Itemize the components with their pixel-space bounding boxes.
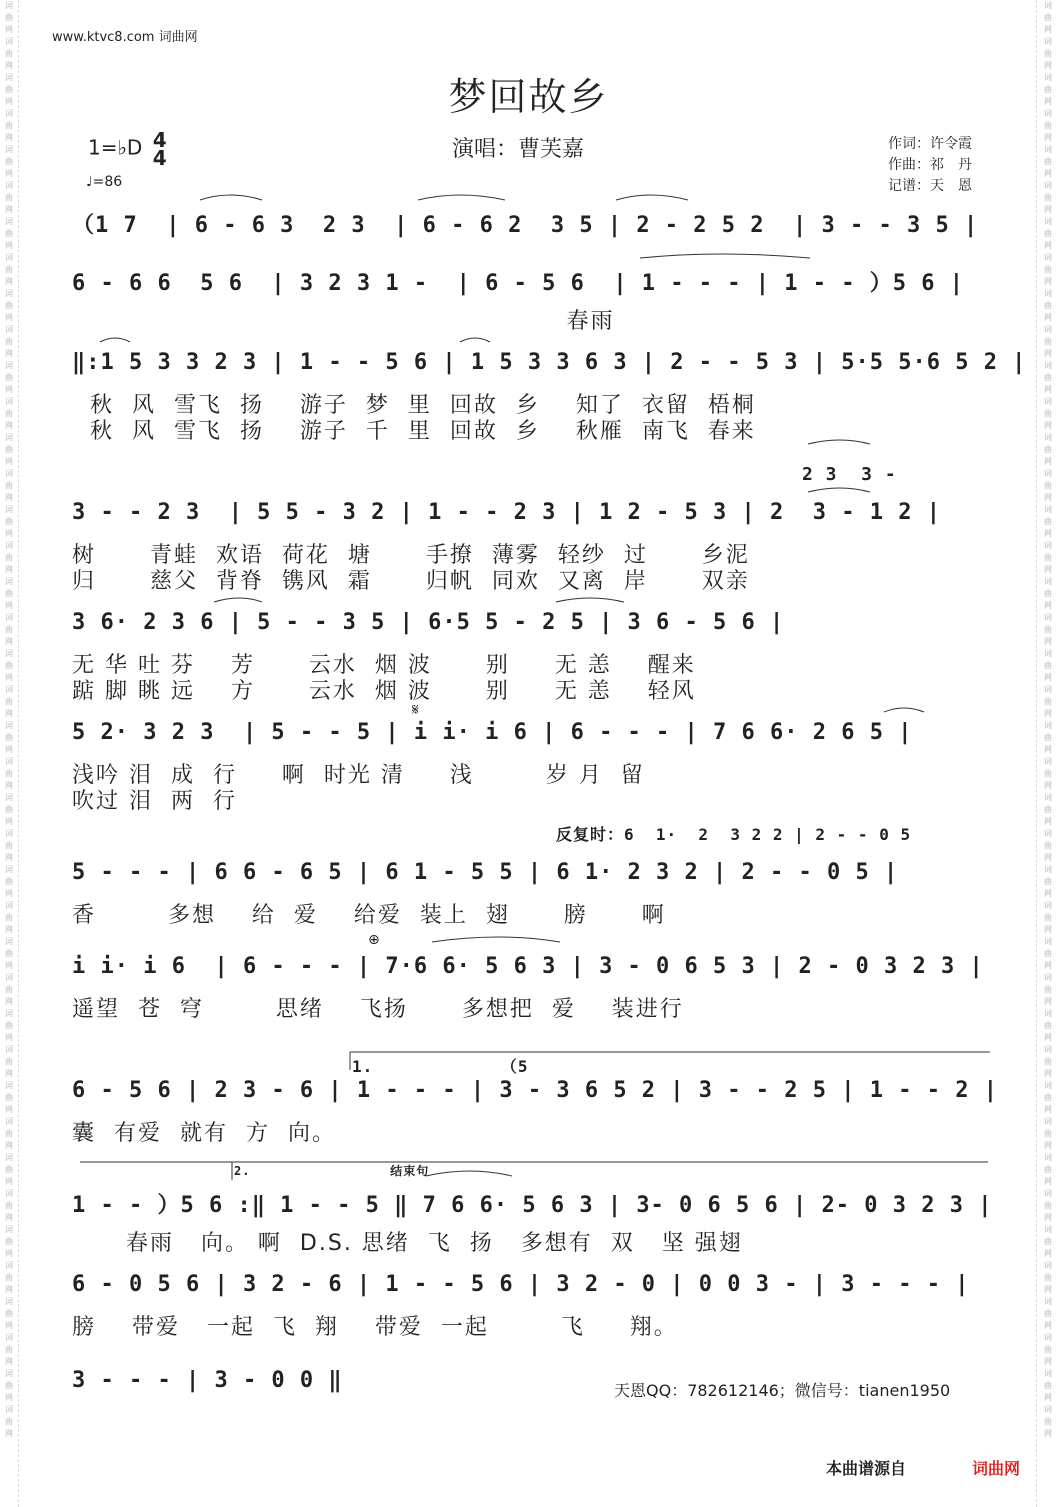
score-row-4: 3 - - 2 3 | 5 5 - 3 2 | 1 - - 2 3 | 1 2 - 5 3 | 2 3 - 1 2 | <box>72 500 941 525</box>
lyric-row-5b: 踮 脚 眺 远 方 云水 烟 波 别 无 恙 轻风 <box>72 679 696 704</box>
score-row-9: 6 - 5 6 | 2 3 - 6 | 1 - - - | 3 - 3 6 5 2 | 3 - - 2 5 | 1 - - 2 | <box>72 1078 998 1103</box>
segno-sign: 𝄋 <box>412 700 419 719</box>
lyric-row-11: 膀 带爱 一起 飞 翔 带爱 一起 飞 翔。 <box>72 1315 678 1340</box>
lyric-row-3b: 秋 风 雪飞 扬 游子 千 里 回故 乡 秋雁 南飞 春来 <box>72 419 756 444</box>
lyric-row-2: 春雨 <box>72 309 615 334</box>
tempo-marking: ♩=86 <box>86 174 123 190</box>
score-row-6: 5 2· 3 2 3 | 5 - - 5 | i i· i 6 | 6 - - - | 7 6 6· 2 6 5 | <box>72 720 913 745</box>
site-url[interactable]: www.ktvc8.com 词曲网 <box>52 30 198 45</box>
score-row-9-volta: 1. （5 <box>352 1057 529 1076</box>
lyric-row-8: 遥望 苍 穹 思绪 飞扬 多想把 爱 装进行 <box>72 997 684 1022</box>
lyric-row-5a: 无 华 吐 芬 芳 云水 烟 波 别 无 恙 醒来 <box>72 653 696 678</box>
score-row-8: i i· i 6 | 6 - - - | 7·6 6· 5 6 3 | 3 - 0 6 5 3 | 2 - 0 3 2 3 | <box>72 954 984 979</box>
right-watermark: 词曲网 词曲网 词曲网 词曲网 词曲网 词曲网 词曲网 词曲网 词曲网 词曲网 词曲网 词曲网 词曲网 词曲网 词曲网 词曲网 词曲网 词曲网 词曲网 词曲网 词曲网 词曲网 词曲网 词曲网 词曲网 词曲网 词曲网 词曲网 词曲网 词曲网 词曲网 词曲网 词曲网 词曲网 词曲网 词曲网 词曲网 词曲网 词曲网 词曲网 <box>1044 1 1052 1438</box>
lyric-row-3a: 秋 风 雪飞 扬 游子 梦 里 回故 乡 知了 衣留 梧桐 <box>72 393 756 418</box>
time-bottom: 4 <box>152 146 167 170</box>
composer-credit: 作曲：祁 丹 <box>888 157 972 173</box>
lyric-row-10: 春雨 向。 啊 D.S. 思绪 飞 扬 多想有 双 坚 强翅 <box>72 1231 743 1256</box>
time-top: 4 <box>152 128 167 152</box>
left-watermark: 词曲网 词曲网 词曲网 词曲网 词曲网 词曲网 词曲网 词曲网 词曲网 词曲网 词曲网 词曲网 词曲网 词曲网 词曲网 词曲网 词曲网 词曲网 词曲网 词曲网 词曲网 词曲网 词曲网 词曲网 词曲网 词曲网 词曲网 词曲网 词曲网 词曲网 词曲网 词曲网 词曲网 词曲网 词曲网 词曲网 词曲网 词曲网 词曲网 词曲网 <box>5 1 13 1438</box>
song-title: 梦回故乡 <box>448 75 609 119</box>
transcriber-credit: 记谱：天 恩 <box>888 178 972 194</box>
lyric-row-9: 囊 有爱 就有 方 向。 <box>72 1121 336 1146</box>
score-row-4-ornament: 2 3 3 - <box>802 464 897 485</box>
footer-source-label: 本曲谱源自 <box>826 1459 907 1478</box>
lyric-row-7: 香 多想 给 爱 给爱 装上 翅 膀 啊 <box>72 903 666 928</box>
footer-brand-link[interactable]: 词曲网 <box>972 1459 1021 1478</box>
score-row-7-repeat-variant: 反复时：6 1· 2 3 2 2 | 2 - - 0 5 <box>556 825 912 844</box>
lyric-row-6b: 吹过 泪 两 行 <box>72 789 237 814</box>
score-row-5: 3 6· 2 3 6 | 5 - - 3 5 | 6·5 5 - 2 5 | 3 6 - 5 6 | <box>72 610 785 635</box>
score-row-10-volta: 2. 结束句 <box>234 1164 430 1178</box>
singer-credit: 演唱：曹芙嘉 <box>452 137 585 162</box>
score-row-2: 6 - 6 6 5 6 | 3 2 3 1 - | 6 - 5 6 | 1 - - - | 1 - - ）5 6 | <box>72 271 964 296</box>
lyricist-credit: 作词：许令霞 <box>888 136 972 152</box>
lyric-row-4b: 归 慈父 背脊 镌风 霜 归帆 同欢 又离 岸 双亲 <box>72 569 750 594</box>
coda-sign: ⊕ <box>368 932 380 948</box>
score-row-10: 1 - - ）5 6 :‖ 1 - - 5 ‖ 7 6 6· 5 6 3 | 3- 0 6 5 6 | 2- 0 3 2 3 | <box>72 1193 993 1218</box>
score-row-1: （1 7 | 6 - 6 3 2 3 | 6 - 6 2 3 5 | 2 - 2 5 2 | 3 - - 3 5 | <box>72 213 979 238</box>
score-row-12: 3 - - - | 3 - 0 0 ‖ <box>72 1368 343 1393</box>
lyric-row-6a: 浅吟 泪 成 行 啊 时光 清 浅 岁 月 留 <box>72 763 645 788</box>
lyric-row-4a: 树 青蛙 欢语 荷花 塘 手撩 薄雾 轻纱 过 乡泥 <box>72 543 750 568</box>
score-row-11: 6 - 0 5 6 | 3 2 - 6 | 1 - - 5 6 | 3 2 - 0 | 0 0 3 - | 3 - - - | <box>72 1272 970 1297</box>
score-row-7: 5 - - - | 6 6 - 6 5 | 6 1 - 5 5 | 6 1· 2 3 2 | 2 - - 0 5 | <box>72 860 899 885</box>
key-label: 1=♭D <box>88 135 143 160</box>
contact-info: 天恩QQ：782612146；微信号：tianen1950 <box>614 1381 951 1400</box>
score-row-3: ‖:1 5 3 3 2 3 | 1 - - 5 6 | 1 5 3 3 6 3 | 2 - - 5 3 | 5·5 5·6 5 2 | <box>72 350 1027 375</box>
